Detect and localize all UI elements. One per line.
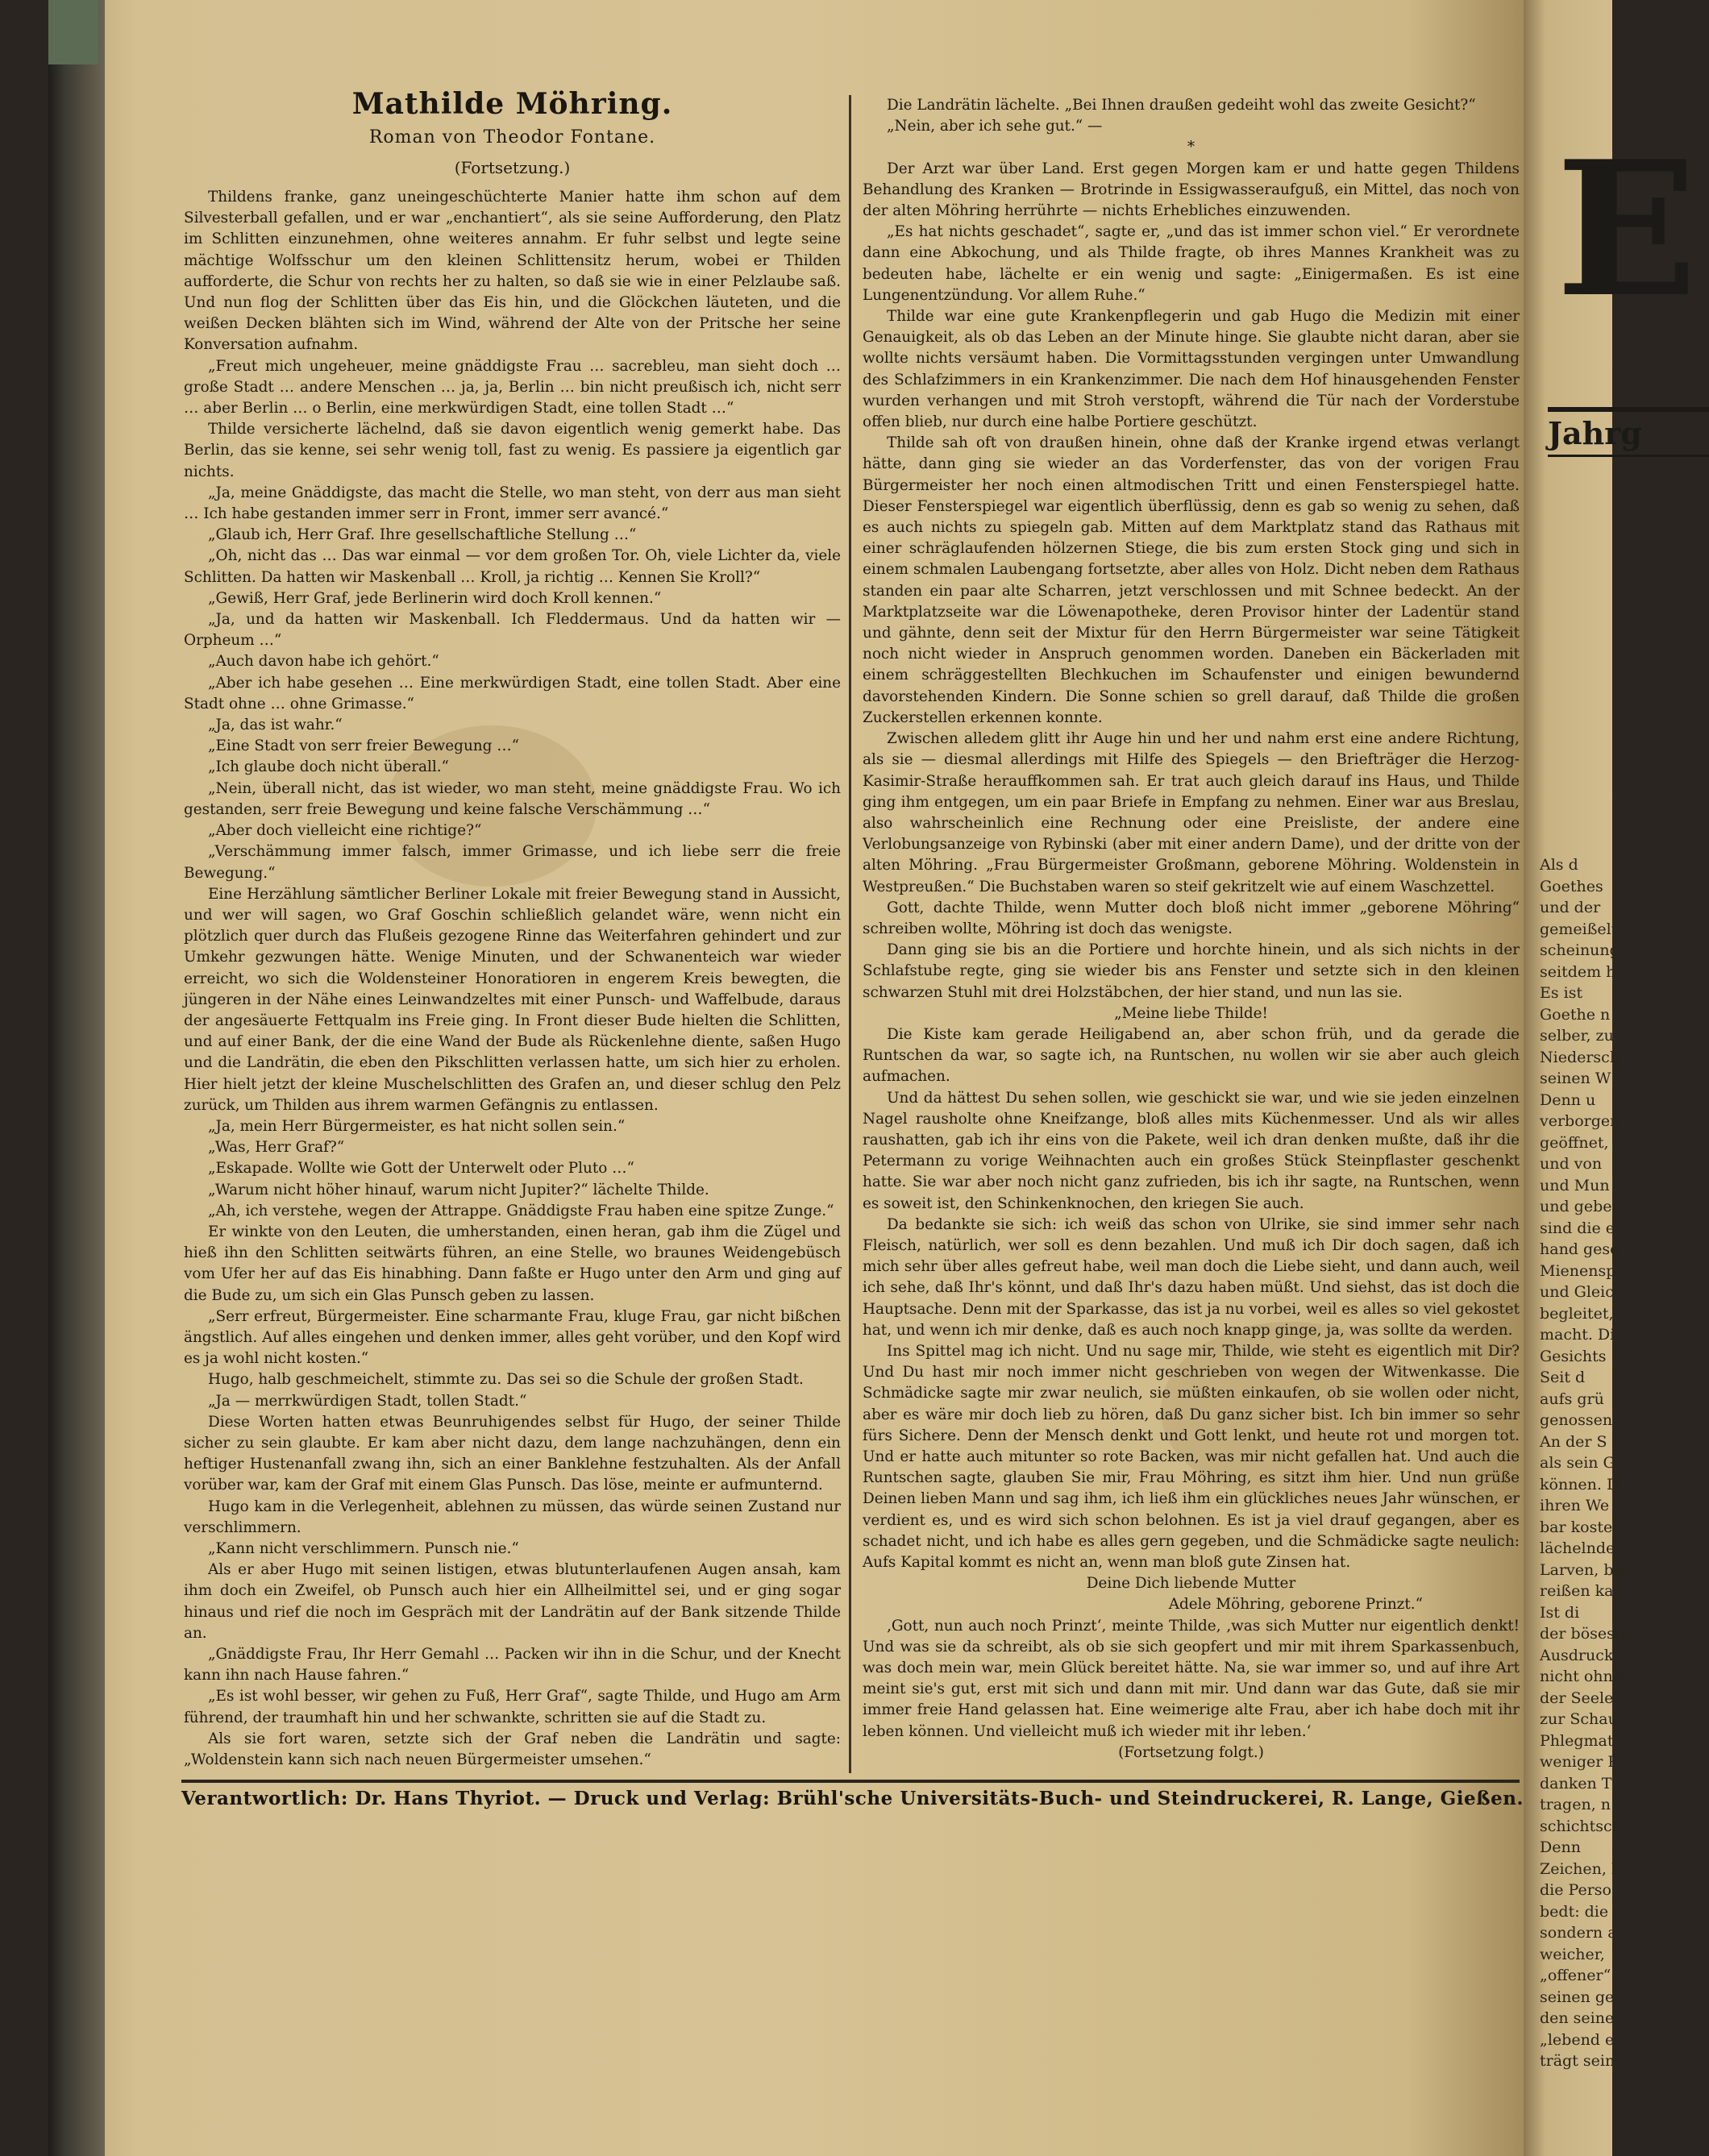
spine-tab [48, 0, 98, 64]
paragraph: „Verschämmung immer falsch, immer Grimasse, und ich liebe serr die freie Bewegung.“ [184, 843, 841, 882]
adjacent-line: Niedersch [1540, 1048, 1620, 1066]
adjacent-line: ihren We [1540, 1497, 1610, 1514]
adjacent-line: hand gese [1540, 1240, 1620, 1258]
paragraph: „Gewiß, Herr Graf, jede Berlinerin wird doch Kroll kennen.“ [208, 589, 662, 607]
paragraph: Thilde sah oft von draußen hinein, ohne daß der Kranke irgend etwas verlangt hätte, dann ging sie wieder an das Vorderfenster, das von der vorigen Frau Bürgermeister her noch einen altmodischen Tritt und einen Fensterspiegel hatte. Dieser Fensterspiegel war eigentlich überflüssig, denn es gab so wenig zu sehen, daß es auch nichts zu spiegeln gab. Mitten auf dem Marktplatz stand das Rathaus mit einer schräglaufenden hölzernen Stiege, die bis zum ersten Stock ging und sich in einem schmalen Laubengang fortsetzte, aber alles von Holz. Dicht neben dem Rathaus standen ein paar alte Scharren, jetzt verschlossen und mit Schnee bedeckt. An der Marktplatzseite war die Löwenapotheke, deren Provisor hinter der Ladentür stand und gähnte, denn seit der Mixtur für den Herrn Bürgermeister war seine Tätigkeit noch nicht wieder in Anspruch genommen worden. Daneben ein Bäckerladen mit einem schräggestellten Blechkuchen im Schaufenster und einigen bewundernd davorstehenden Kindern. Die Sonne schien so grell darauf, daß Thilde die großen Zuckerstellen erkennen konnte. [863, 434, 1520, 726]
column-left [184, 187, 841, 1771]
adjacent-line: „lebend e [1540, 2030, 1615, 2049]
paragraph: Hugo kam in die Verlegenheit, ablehnen zu müssen, das würde seinen Zustand nur verschlimmern. [184, 1498, 841, 1536]
paragraph: „Gnäddigste Frau, Ihr Herr Gemahl … Packen wir ihn in die Schur, und der Knecht kann ihn nach Hause fahren.“ [184, 1646, 841, 1685]
adjacent-text-lines [1540, 854, 1630, 2072]
column-right [863, 95, 1520, 1763]
adjacent-line: „offener“ [1540, 1967, 1611, 1984]
adjacent-line: danken T [1540, 1774, 1612, 1793]
adjacent-line: sind die e [1540, 1219, 1615, 1237]
article-subtitle: Roman von Theodor Fontane. [368, 127, 656, 147]
paragraph: „Eskapade. Wollte wie Gott der Unterwelt oder Pluto …“ [208, 1160, 634, 1178]
adjacent-line: trägt sein [1540, 2052, 1615, 2070]
paragraph: „Eine Stadt von serr freier Bewegung …“ [208, 737, 520, 755]
paragraph: „Oh, nicht das … Das war einmal — vor dem großen Tor. Oh, viele Lichter da, viele Schlitten. Da hatten wir Maskenball … Kroll, ja richtig … Kennen Sie Kroll?“ [184, 547, 841, 586]
paragraph: Diese Worten hatten etwas Beunruhigendes selbst für Hugo, der seiner Thilde sicher zu sein glaubte. Er kam aber nicht dazu, dem lange nachzuhängen, denn ein heftiger Hustenanfall zwang ihn, sich an einer Banklehne festzuhalten. Als der Anfall vorüber war, kam der Graf mit einem Glas Punsch. Das löse, meinte er aufmunternd. [184, 1413, 841, 1494]
adjacent-page [1524, 0, 1698, 2156]
paragraph: „Ja — merrkwürdigen Stadt, tollen Stadt.“ [208, 1392, 527, 1410]
paragraph: Die Landrätin lächelte. „Bei Ihnen draußen gedeiht wohl das zweite Gesicht?“ [887, 97, 1476, 114]
paragraph: Thilde versicherte lächelnd, daß sie davon eigentlich wenig gemerkt habe. Das Berlin, das sie kenne, sei sehr wenig toll, fast zu wenig. Es passiere ja eigentlich gar nichts. [184, 421, 841, 480]
paragraph: Deine Dich liebende Mutter [1086, 1575, 1296, 1593]
adjacent-line: weniger P [1540, 1753, 1619, 1771]
adjacent-line: können. D [1540, 1475, 1620, 1493]
adjacent-line: genossen [1540, 1411, 1613, 1429]
adjacent-line: scheinung [1540, 941, 1620, 959]
paragraph: „Ja, und da hatten wir Maskenball. Ich Fleddermaus. Und da hatten wir — Orpheum …“ [184, 611, 841, 650]
paragraph: „Ich glaube doch nicht überall.“ [208, 758, 449, 776]
adjacent-line: Mienenspi [1540, 1261, 1621, 1280]
paragraph: Die Kiste kam gerade Heiligabend an, aber schon früh, und da gerade die Runtschen da war, so sagte ich, na Runtschen, nu wollen wir sie aber auch gleich aufmachen. [863, 1025, 1520, 1086]
adjacent-line: und geben [1540, 1198, 1622, 1215]
adjacent-line: zur Schau [1540, 1710, 1618, 1728]
adjacent-line: sondern a [1540, 1924, 1617, 1942]
paragraph: „Nein, überall nicht, das ist wieder, wo man steht, meine gnäddigste Frau. Wo ich gestanden, serr freie Bewegung und keine falsche Verschämmung …“ [184, 779, 841, 818]
paragraph: „Freut mich ungeheuer, meine gnäddigste Frau … sacrebleu, man sieht doch … große Stadt … andere Menschen … ja, ja, Berlin … bin nicht preußisch ich, nicht serr … aber Berlin … o Berlin, eine merkwürdigen Stadt, eine tollen Stadt …“ [184, 357, 841, 417]
adjacent-line: schichtsch [1540, 1817, 1622, 1835]
adjacent-line: und von [1540, 1155, 1603, 1173]
paragraph: Als er aber Hugo mit seinen listigen, etwas blutunterlaufenen Augen ansah, kam ihm doch ein Zweifel, ob Punsch auch hier ein Allheilmittel sei, und er ging sogar hinaus und rief die noch im Gespräch mit der Landrätin auf der Bank sitzende Thilde an. [184, 1561, 841, 1642]
paragraph: ‚Gott, nun auch noch Prinzt‘, meinte Thilde, ‚was sich Mutter nur eigentlich denkt! Und was sie da schreibt, als ob sie sich geopfert und mir mit ihrem Sparkassenbuch, was doch mein war, mein Glück bereitet hätte. Na, sie war immer so, und auf ihre Art meint sie's gut, erst mit sich und dann mit mir. Und dann war das Gute, daß sie mir immer freie Hand gelassen hat. Eine weimerige alte Frau, aber ich habe doch mit ihr leben können. Und vielleicht muß ich wieder mit ihr leben.‘ [863, 1617, 1520, 1740]
adjacent-line: weicher, [1540, 1945, 1605, 1963]
adjacent-line: Phlegmat [1540, 1731, 1614, 1750]
paragraph: Der Arzt war über Land. Erst gegen Morgen kam er und hatte gegen Thildens Behandlung des Kranken — Brotrinde in Essigwasseraufguß, ein Mittel, das noch von der alten Möhring herrührte — nichts Erhebliches einzuwenden. [863, 160, 1520, 220]
adjacent-line: Ausdruck [1540, 1646, 1614, 1664]
paragraph: „Es hat nichts geschadet“, sagte er, „und das ist immer schon viel.“ Er verordnete dann eine Abkochung, und als Thilde fragte, ob ihres Mannes Krankheit was zu bedeuten habe, lächelte er ein wenig und sagte: „Einigermaßen. Es ist eine Lungenentzündung. Vor allem Ruhe.“ [863, 223, 1520, 304]
paragraph: „Ja, meine Gnäddigste, das macht die Stelle, wo man steht, von derr aus man sieht … Ich habe gestanden immer serr in Front, immer serr avancé.“ [184, 484, 841, 523]
paragraph: „Meine liebe Thilde! [1114, 1004, 1268, 1022]
paragraph: Thildens franke, ganz uneingeschüchterte Manier hatte ihm schon auf dem Silvesterball gefallen, und er war „enchantiert“, als sie seine Aufforderung, den Platz im Schlitten einzunehmen, ohne weiteres annahm. Er fuhr selbst und legte seine mächtige Wolfsschur um den kleinen Schlittensitz herum, wobei er Thilden aufforderte, die Schur von rechts her zu halten, so daß sie wie in einer Pelzlaube saß. Und nun flog der Schlitten über das Eis hin, und die Glöckchen läuteten, und die weißen Decken blähten sich im Wind, während der Alte von der Pritsche her seine Konversation aufnahm. [184, 189, 841, 354]
paragraph: „Aber ich habe gesehen … Eine merkwürdigen Stadt, eine tollen Stadt. Aber eine Stadt ohne … ohne Grimasse.“ [184, 674, 841, 712]
adjacent-line: und Mun [1540, 1176, 1610, 1194]
adjacent-line: macht. Di [1540, 1326, 1615, 1344]
paragraph: Ins Spittel mag ich nicht. Und nu sage mir, Thilde, wie steht es eigentlich mit Dir? Und Du hast mir noch immer nicht geschrieben von wegen der Witwenkasse. Die Schmädicke sagte mir zwar neulich, sie müßten einkaufen, ob sie wollen oder nicht, aber es wäre mir doch lieb zu hören, daß Du ganz sicher bist. Ich bin immer so sehr fürs Sichere. Denn der Mensch denkt und Gott lenkt, und heute rot und morgen tot. Und er hatte auch mitunter so rote Backen, was mir nicht gefallen hat. Und auch die Runtschen sagte, glauben Sie mir, Frau Möhring, es sitzt ihm hier. Und nun grüße Deinen lieben Mann und sag ihm, ich ließ ihm ein glückliches neues Jahr wünschen, er verdient es, und es wird sich schon belohnen. Es ist ja viel drauf gegangen, aber es schadet nicht, und ich habe es alles gern gegeben, und die Schmädicke sagte neulich: Aufs Kapital kommt es nicht an, wenn man bloß gute Zinsen hat. [863, 1342, 1520, 1572]
adjacent-line: Denn u [1540, 1090, 1596, 1109]
adjacent-line: Es ist [1540, 984, 1583, 1002]
paragraph: „Nein, aber ich sehe gut.“ — [887, 118, 1103, 135]
adjacent-line: begleitet, [1540, 1304, 1614, 1323]
adjacent-line: Als d [1540, 856, 1578, 874]
paragraph: „Ja, das ist wahr.“ [208, 717, 343, 734]
paragraph: (Fortsetzung folgt.) [1118, 1743, 1264, 1761]
paragraph: Und da hättest Du sehen sollen, wie geschickt sie war, und wie sie jeden einzelnen Nagel rausholte ohne Kneifzange, bloß alles mits Küchenmesser. Und als wir alles raushatten, gab ich ihr eins von die Pakete, weil ich dran denken mußte, daß ihr die Petermann zu vorige Weihnachten auch ein großes Stück Steinpflaster geschenkt hatte. Sie war aber noch nicht ganz zufrieden, bis ich ihr sagte, na Runtschen, wenn es soweit ist, den Schinkenknochen, den kriegen Sie auch. [863, 1089, 1520, 1212]
adjacent-year-label: Jahrg [1548, 407, 1709, 457]
adjacent-line: tragen, n [1540, 1796, 1611, 1813]
adjacent-line: Seit d [1540, 1369, 1586, 1386]
paragraph: „Serr erfreut, Bürgermeister. Eine scharmante Frau, kluge Frau, gar nicht bißchen ängstlich. Auf alles eingehen und denken immer, alles geht vorüber, und den Kopf wird es ja wohl nicht kosten.“ [184, 1307, 841, 1368]
column-divider [849, 95, 851, 1773]
book-spine [48, 0, 105, 2156]
paragraph: „Kann nicht verschlimmern. Punsch nie.“ [208, 1540, 519, 1557]
adjacent-line: aufs grü [1540, 1390, 1604, 1408]
adjacent-line: der böseste [1540, 1625, 1630, 1643]
adjacent-line: bedt: die [1540, 1902, 1609, 1921]
paragraph: „Glaub ich, Herr Graf. Ihre gesellschaftliche Stellung …“ [208, 526, 637, 544]
paragraph: „Es ist wohl besser, wir gehen zu Fuß, Herr Graf“, sagte Thilde, und Hugo am Arm führend, der traumhaft hin und her schwankte, schritten sie auf die Stadt zu. [184, 1688, 841, 1726]
paragraph: * [1187, 139, 1195, 156]
adjacent-line: Zeichen, k [1540, 1859, 1621, 1878]
paragraph: Er winkte von den Leuten, die umherstanden, einen heran, gab ihm die Zügel und hieß ihn den Schlitten seitwärts führen, an eine Stelle, wo braunes Weidengebüsch vom Ufer her auf das Eis hinabhing. Dann faßte er Hugo unter den Arm und ging auf die Bude zu, um sich ein Glas Punsch geben zu lassen. [184, 1223, 841, 1304]
imprint-footer: Verantwortlich: Dr. Hans Thyriot. — Druck und Verlag: Brühl'sche Universitäts-Buch- und Steindruckerei, R. Lange, Gießen. [181, 1788, 1524, 1809]
paragraph: Hugo, halb geschmeichelt, stimmte zu. Das sei so die Schule der großen Stadt. [208, 1371, 804, 1389]
adjacent-line: verborgen [1540, 1112, 1620, 1130]
adjacent-line: Denn [1540, 1838, 1581, 1856]
adjacent-line: An der S [1540, 1432, 1607, 1451]
adjacent-line: bar kosten [1540, 1518, 1623, 1536]
adjacent-masthead-letter: E [1556, 121, 1698, 339]
adjacent-line: seitdem h [1540, 962, 1616, 981]
paragraph: „Warum nicht höher hinauf, warum nicht Jupiter?“ lächelte Thilde. [208, 1181, 709, 1198]
paragraph: „Ja, mein Herr Bürgermeister, es hat nicht sollen sein.“ [208, 1117, 626, 1135]
paragraph: „Auch davon habe ich gehört.“ [208, 653, 439, 671]
adjacent-line: Gesichts [1540, 1347, 1607, 1365]
adjacent-line: nicht ohne [1540, 1668, 1623, 1685]
paragraph: Als sie fort waren, setzte sich der Graf neben die Landrätin und sagte: „Woldenstein kann sich nach neuen Bürgermeister umsehen.“ [184, 1730, 841, 1769]
adjacent-line: lächelnde [1540, 1539, 1615, 1557]
adjacent-line: und der [1540, 899, 1601, 916]
footer-rule [181, 1780, 1520, 1783]
adjacent-line: die Perso [1540, 1881, 1611, 1899]
paragraph: Thilde war eine gute Krankenpflegerin und gab Hugo die Medizin mit einer Genauigkeit, als ob das Leben an der Minute hinge. Sie glaubte nicht daran, aber sie wollte nichts versäumt haben. Die Vormittagsstunden vergingen unter Umwandlung des Schlafzimmers in ein Krankenzimmer. Die nach dem Hof hinausgehenden Fenster wurden verhangen und mit Stroh verstopft, während die Tür nach der Vorderstube offen blieb, nur durch eine halbe Portiere geschützt. [863, 308, 1520, 431]
continuation-note: (Fortsetzung.) [454, 158, 571, 177]
adjacent-line: Goethes [1540, 877, 1603, 895]
paragraph: Dann ging sie bis an die Portiere und horchte hinein, und als sich nichts in der Schlafstube regte, ging sie wieder bis ans Fenster und setzte sich in den kleinen schwarzen Stuhl mit drei Holzstäbchen, der hier stand, und nun las sie. [863, 941, 1520, 1001]
adjacent-line: Larven, be [1540, 1560, 1623, 1579]
adjacent-line: der Seele [1540, 1689, 1614, 1707]
paragraph: „Was, Herr Graf?“ [208, 1139, 345, 1157]
paragraph: Adele Möhring, geborene Prinzt.“ [1168, 1596, 1423, 1614]
adjacent-line: und Gleic [1540, 1283, 1614, 1301]
adjacent-line: seinen W [1540, 1070, 1611, 1087]
adjacent-line: reißen kan [1540, 1582, 1624, 1600]
paragraph: „Ah, ich verstehe, wegen der Attrappe. Gnäddigste Frau haben eine spitze Zunge.“ [208, 1202, 834, 1219]
paragraph: „Aber doch vielleicht eine richtige?“ [208, 822, 482, 840]
paragraph: Eine Herzählung sämtlicher Berliner Lokale mit freier Bewegung stand in Aussicht, und wer will sagen, wo Graf Goschin schließlich gelandet wäre, wenn nicht ein plötzlich quer durch das Flußeis gezogene Rinne das Weiterfahren gehindert und zur Umkehr gezwungen hätte. Wenige Minuten, und der Schwanenteich war wieder erreicht, wo sich die Woldensteiner Honoratioren in engerem Kreis bewegten, die jüngeren in der Nähe eines Leinwandzeltes mit einer Punsch- und Waffelbude, daraus der angesäuerte Fettqualm ins Freie ging. In Front dieser Bude hielten die Schlitten, und auf einer Bank, der die eine Wand der Bude als Rückenlehne diente, saßen Hugo und die Landrätin, die eben den Pikschlitten verlassen hatte, um sich hier zu erholen. Hier hielt jetzt der kleine Muschelschlitten des Grafen an, und dieser schlug den Pelz zurück, um Thilden aus ihrem warmen Gefängnis zu entlassen. [184, 885, 841, 1114]
adjacent-line: selber, zu [1540, 1027, 1614, 1045]
adjacent-line: Ist di [1540, 1603, 1580, 1622]
article-title: Mathilde Möhring. [351, 87, 673, 121]
adjacent-line: den seine [1540, 2009, 1615, 2027]
adjacent-line: seinen ge [1540, 1988, 1615, 2006]
paragraph: Gott, dachte Thilde, wenn Mutter doch bloß nicht immer „geborene Möhring“ schreiben wollte, Möhring ist doch das wenigste. [863, 899, 1520, 937]
adjacent-line: geöffnet, [1540, 1133, 1609, 1152]
paragraph: Zwischen alledem glitt ihr Auge hin und her und nahm erst eine andere Richtung, als sie — diesmal allerdings mit Hilfe des Spiegels — den Briefträger die Herzog-Kasimir-Straße herauffkommen sah. Er trat auch gleich darauf ins Haus, und Thilde ging ihm entgegen, um ein paar Briefe in Empfang zu nehmen. Einer war aus Breslau, also wahrscheinlich eine Rechnung oder eine Preisliste, der andere eine Verlobungsanzeige von Rybinski (aber mit einer andern Dame), und der dritte von der alten Möhring. „Frau Bürgermeister Großmann, geborene Möhring. Woldenstein in Westpreußen.“ Die Buchstaben waren so steif gekritzelt wie auf einem Waschzettel. [863, 730, 1520, 895]
adjacent-line: gemeißelt [1540, 920, 1618, 938]
adjacent-line: als sein G [1540, 1454, 1615, 1472]
adjacent-line: Goethe n [1540, 1005, 1611, 1024]
paragraph: Da bedankte sie sich: ich weiß das schon von Ulrike, sie sind immer sehr nach Fleisch, natürlich, wer soll es denn bezahlen. Und muß ich Dir doch sagen, daß ich mich sehr über alles gefreut habe, weil man doch die Liebe sieht, und dann auch, weil ich sehe, daß Ihr's könnt, und daß Ihr's dazu haben müßt. Und siehst, das ist doch die Hauptsache. Denn mit der Sparkasse, das ist ja nu vorbei, weil es alles so viel gekostet hat, und wenn ich mir denke, daß es auch noch knapp ginge, ja, was sollte da werden. [863, 1215, 1520, 1339]
